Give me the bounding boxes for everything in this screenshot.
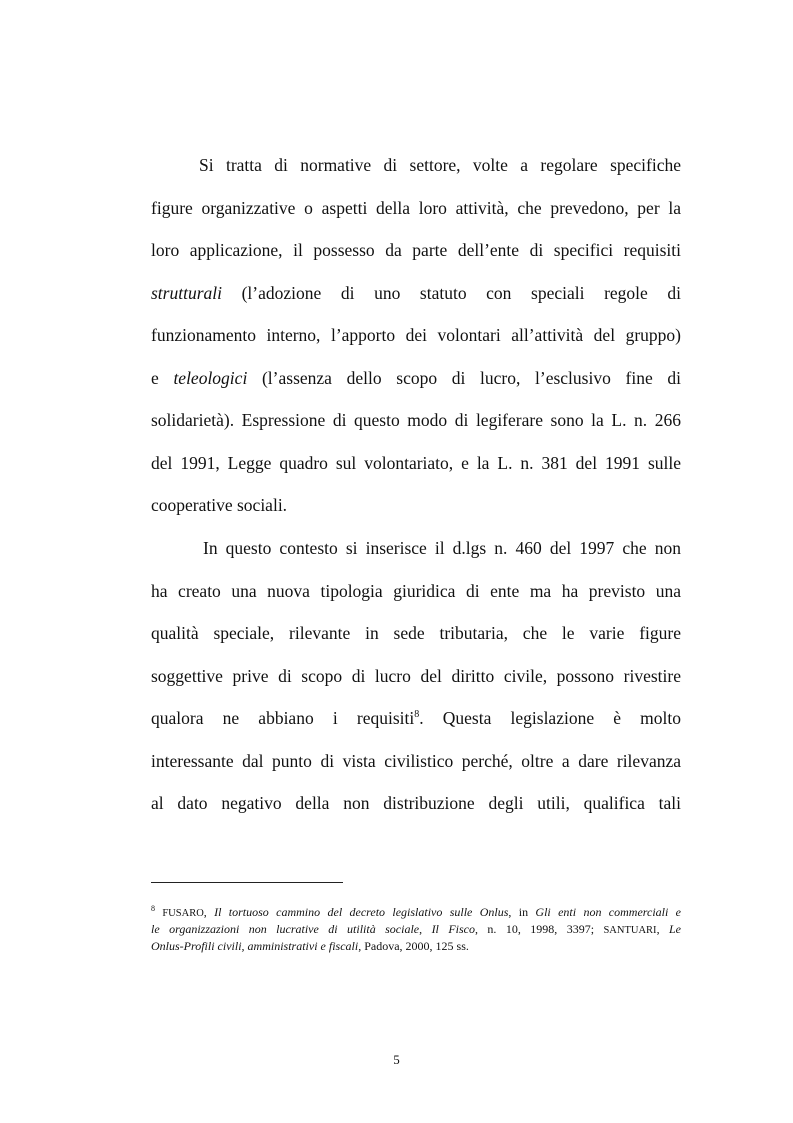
footnote-author: FUSARO [162, 908, 204, 919]
text: Si tratta di normative di settore, volte a regolare specifiche [199, 155, 681, 175]
text: , Padova, 2000, 125 ss. [358, 939, 469, 953]
paragraph-2-line-7 [151, 791, 681, 815]
text: al dato negativo della non distribuzione degli utili, qualifica tali [151, 793, 681, 813]
paragraph-2-line-2 [151, 579, 681, 603]
paragraph-1-line-3 [151, 238, 681, 262]
text: , in [508, 905, 536, 919]
paragraph-1-line-4 [151, 281, 681, 305]
footnote-title: Il tortuoso cammino del decreto legislativo sulle Onlus [214, 905, 509, 919]
text: In questo contesto si inserisce il d.lgs n. 460 del 1997 che non [203, 538, 681, 558]
text: loro applicazione, il possesso da parte dell’ente di specifici requisiti [151, 240, 681, 260]
paragraph-2-line-4 [151, 664, 681, 688]
italic-term: strutturali [151, 283, 222, 303]
footnote-title: Gli enti non commerciali e [535, 905, 681, 919]
paragraph-1-line-5 [151, 323, 681, 347]
text: (l’adozione di uno statuto con speciali regole di [222, 283, 681, 303]
text: ha creato una nuova tipologia giuridica di ente ma ha previsto una [151, 581, 681, 601]
text: , [419, 922, 432, 936]
text: . Questa legislazione è molto [419, 708, 682, 728]
text: qualità speciale, rilevante in sede tributaria, che le varie figure [151, 623, 681, 643]
paragraph-1-line-1 [151, 153, 681, 177]
paragraph-2-line-5 [151, 706, 681, 730]
text: funzionamento interno, l’apporto dei volontari all’attività del gruppo) [151, 325, 681, 345]
text: cooperative sociali. [151, 495, 288, 515]
text: qualora ne abbiano i requisiti [151, 708, 415, 728]
page-number: 5 [393, 1052, 400, 1067]
text: del 1991, Legge quadro sul volontariato, e la L. n. 381 del 1991 sulle [151, 453, 681, 473]
footnote-title: Le [669, 922, 681, 936]
paragraph-2-line-1 [151, 536, 681, 560]
text: (l’assenza dello scopo di lucro, l’esclusivo fine di [247, 368, 681, 388]
text: e [151, 368, 174, 388]
text: , n. 10, 1998, 3397; [474, 922, 604, 936]
text: soggettive prive di scopo di lucro del diritto civile, possono rivestire [151, 666, 681, 686]
footnote-reference[interactable]: 8 [414, 709, 420, 721]
footnote-line-3 [151, 938, 681, 955]
footnote-journal: Il Fisco [431, 922, 475, 936]
footnote-line-1 [151, 904, 681, 921]
footnote [151, 904, 681, 955]
paragraph-1-line-8 [151, 451, 681, 475]
text: solidarietà). Espressione di questo modo di legiferare sono la L. n. 266 [151, 410, 681, 430]
paragraph-1-line-2 [151, 196, 681, 220]
footnote-author: SANTUARI [603, 925, 657, 936]
footnote-number: 8 [151, 904, 155, 913]
paragraph-1-line-9 [151, 493, 681, 517]
paragraph-2-line-6 [151, 749, 681, 773]
footnote-title: Onlus-Profili civili, amministrativi e fiscali [151, 939, 359, 953]
text: figure organizzative o aspetti della loro attività, che prevedono, per la [151, 198, 681, 218]
paragraph-1-line-7 [151, 408, 681, 432]
text: , [203, 905, 215, 919]
paragraph-1-line-6 [151, 366, 681, 390]
text: interessante dal punto di vista civilistico perché, oltre a dare rilevanza [151, 751, 681, 771]
italic-term: teleologici [173, 368, 248, 388]
footnote-line-2 [151, 921, 681, 938]
footnote-separator [151, 882, 343, 883]
text: , [656, 922, 669, 936]
footnote-title: le organizzazioni non lucrative di utilità sociale [151, 922, 420, 936]
paragraph-2-line-3 [151, 621, 681, 645]
